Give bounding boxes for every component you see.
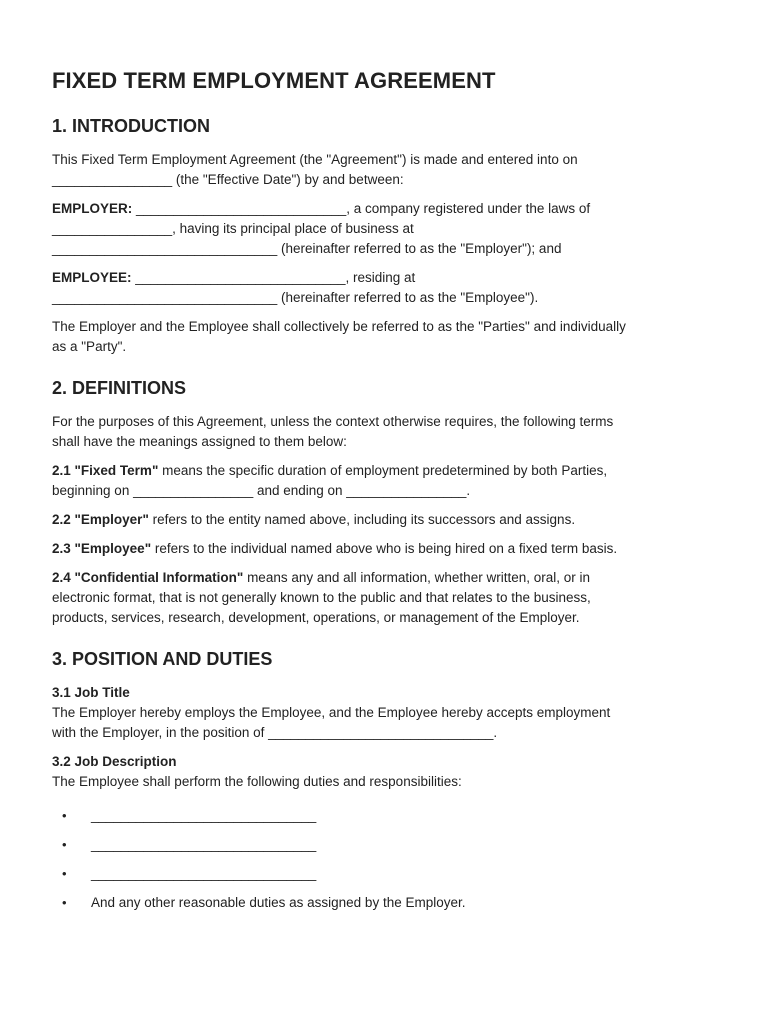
section-heading-position: 3. POSITION AND DUTIES [52, 649, 273, 669]
section-position-and-duties [52, 649, 722, 913]
intro-paragraph [52, 150, 722, 190]
definition-term: 2.2 "Employer" [52, 512, 149, 527]
job-title-line-2: with the Employer, in the position of ______________________________. [52, 725, 498, 740]
definitions-intro-line-1: For the purposes of this Agreement, unless the context otherwise requires, the following terms [52, 414, 614, 429]
list-item [52, 806, 722, 826]
document-title: FIXED TERM EMPLOYMENT AGREEMENT [52, 68, 496, 93]
bullet-icon: • [62, 895, 67, 910]
bullet-icon: • [62, 808, 67, 823]
employee-line-2: ______________________________ (hereinafter referred to as the "Employee"). [52, 290, 539, 305]
employee-label: EMPLOYEE: [52, 270, 132, 285]
duty-text: ______________________________ [91, 866, 317, 881]
subsection-title-job-description: 3.2 Job Description [52, 754, 177, 769]
employer-label: EMPLOYER: [52, 201, 133, 216]
duty-text: ______________________________ [91, 837, 317, 852]
definition-text: electronic format, that is not generally known to the public and that relates to the business, [52, 590, 591, 605]
duty-text: ______________________________ [91, 808, 317, 823]
list-item [52, 893, 722, 913]
list-item [52, 864, 722, 884]
section-heading-definitions: 2. DEFINITIONS [52, 378, 187, 398]
duty-text: And any other reasonable duties as assigned by the Employer. [91, 895, 466, 910]
bullet-icon: • [62, 866, 67, 881]
employer-line-1: ____________________________, a company registered under the laws of [132, 201, 591, 216]
definitions-intro-line-2: shall have the meanings assigned to them below: [52, 434, 347, 449]
definition-text: means any and all information, whether written, oral, or in [243, 570, 590, 585]
employer-paragraph [52, 199, 722, 259]
definition-text: products, services, research, development, operations, or management of the Employer. [52, 610, 580, 625]
definition-term: 2.1 "Fixed Term" [52, 463, 159, 478]
job-title-line-1: The Employer hereby employs the Employee, and the Employee hereby accepts employment [52, 705, 611, 720]
definition-text: refers to the entity named above, including its successors and assigns. [148, 512, 576, 527]
document-content [52, 68, 722, 934]
intro-line-1: This Fixed Term Employment Agreement (the "Agreement") is made and entered into on [52, 152, 578, 167]
employer-line-3: ______________________________ (hereinafter referred to as the "Employer"); and [52, 241, 562, 256]
definition-term: 2.3 "Employee" [52, 541, 152, 556]
job-description-line: The Employee shall perform the following duties and responsibilities: [52, 774, 462, 789]
definition-text: means the specific duration of employment predetermined by both Parties, [158, 463, 608, 478]
definition-confidential-information [52, 568, 722, 628]
parties-paragraph [52, 317, 722, 357]
subsection-title-job-title: 3.1 Job Title [52, 685, 130, 700]
job-description-paragraph [52, 772, 722, 792]
employee-line-1: ____________________________, residing at [131, 270, 416, 285]
definition-employee [52, 539, 722, 559]
bullet-icon: • [62, 837, 67, 852]
list-item [52, 835, 722, 855]
section-introduction [52, 116, 722, 357]
section-heading-introduction: 1. INTRODUCTION [52, 116, 211, 136]
parties-line-1: The Employer and the Employee shall collectively be referred to as the "Parties" and individually [52, 319, 626, 334]
definition-employer [52, 510, 722, 530]
job-title-paragraph [52, 703, 722, 743]
definition-fixed-term [52, 461, 722, 501]
employer-line-2: ________________, having its principal place of business at [52, 221, 414, 236]
definitions-intro [52, 412, 722, 452]
duties-list [52, 806, 722, 913]
definition-term: 2.4 "Confidential Information" [52, 570, 244, 585]
employee-paragraph [52, 268, 722, 308]
definition-text: beginning on ________________ and ending on ________________. [52, 483, 471, 498]
parties-line-2: as a "Party". [52, 339, 127, 354]
intro-line-2: ________________ (the "Effective Date") by and between: [52, 172, 404, 187]
definition-text: refers to the individual named above who is being hired on a fixed term basis. [151, 541, 618, 556]
section-definitions [52, 378, 722, 628]
